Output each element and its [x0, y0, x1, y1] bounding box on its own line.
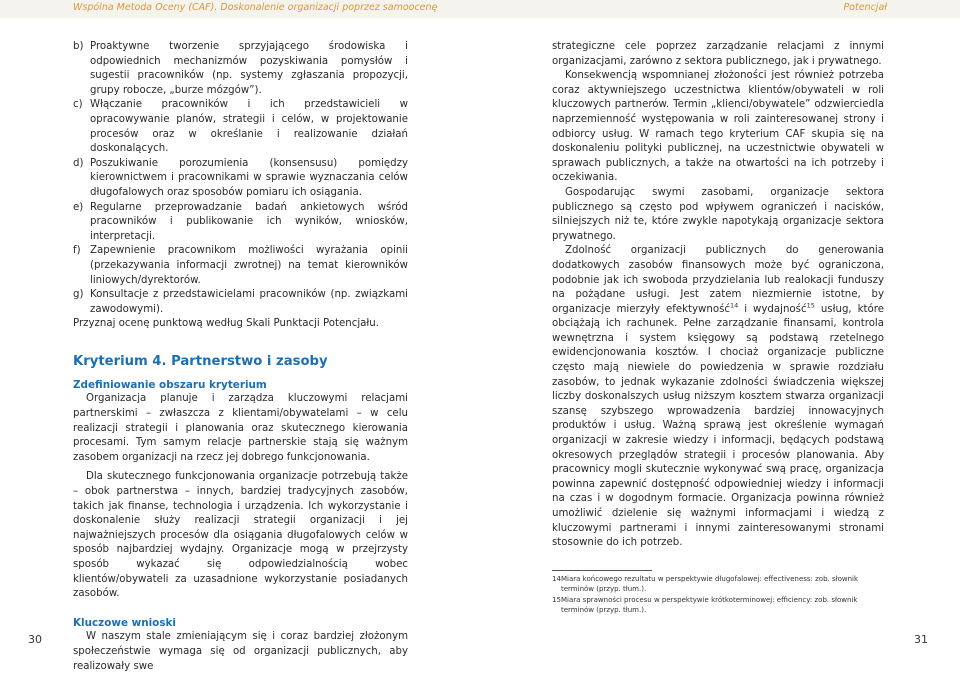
body-paragraph: Dla skutecznego funkcjonowania organizacje potrzebują także – obok partnerstwa – innych, bardziej tradycyjnych zasobów, takich jak finanse, technologia i urządzenia. Ich wykorzystanie i doskonalenie służy realizacji strategii organizacji i jej najważniejszych procesów dla osiągania długofalowych celów w sposób najbardziej wydajny. Organizacje mogą w przejrzysty sposób wykazać się odpowiedzialnością wobec klientów/obywateli za uzasadnione wykorzystanie posiadanych zasobów. — [73, 471, 408, 600]
list-label: e) — [73, 201, 84, 213]
body-paragraph — [552, 244, 884, 550]
running-header-bar — [0, 0, 960, 18]
list-text: Poszukiwanie porozumienia (konsensusu) pomiędzy kierownictwem i pracownikami w sprawie wyznaczania celów długofalowych oraz sposobów pomiaru ich osiągania. — [90, 157, 408, 198]
list-item-g — [73, 288, 408, 317]
list-text: Konsultacje z przedstawicielami pracowników (np. związkami zawodowymi). — [90, 289, 408, 315]
footnote — [552, 574, 884, 595]
body-paragraph: Organizacja planuje i zarządza kluczowymi relacjami partnerskimi – zwłaszcza z klientami/obywatelami – w celu realizacji strategii i planowania oraz skutecznego kierowania procesami. Tym samym relacje partnerskie stają się ważnym zasobem organizacji na rzecz jej dobrego funkcjonowania. — [73, 393, 408, 463]
footnote-ref-14: 14 — [729, 301, 739, 310]
footnote-number: 15 — [552, 595, 561, 604]
list-item-d — [73, 157, 408, 201]
criterion-subheading: Zdefiniowanie obszaru kryterium — [73, 378, 267, 391]
paragraph-text: Zdolność organizacji publicznych do generowania dodatkowych zasobów finansowych może być ograniczona, podobnie jak ich swoboda przydzielania lub realokacji funduszy na pożądane usługi. Jest zatem niezmiernie istotne, by organizacje mierzyły efektywność — [552, 245, 884, 315]
page-number-right: 31 — [914, 633, 928, 646]
criterion-heading: Kryterium 4. Partnerstwo i zasoby — [73, 353, 328, 369]
body-paragraph: Konsekwencją wspomnianej złożoności jest również potrzeba coraz aktywniejszego uczestnictwa klientów/obywateli w roli kluczowych partnerów. Termin „klienci/obywatele” odzwierciedla naprzemienność występowania w roli zainteresowanej strony i odbiorcy usług. W ramach tego kryterium CAF skupia się na doskonaleniu polityki publicznej, na uczestnictwie obywateli w sprawach publicznych, a także na otwartości na ich potrzeby i oczekiwania. — [552, 70, 884, 184]
footnote-divider — [552, 570, 652, 571]
right-column — [552, 40, 884, 551]
list-text: Proaktywne tworzenie sprzyjającego środowiska i odpowiednich mechanizmów pozyskiwania pomysłów i sugestii pracowników (np. systemy zgłaszania propozycji, grupy robocze, „burze mózgów”). — [90, 41, 408, 96]
list-item-e — [73, 201, 408, 245]
footnote-number: 14 — [552, 575, 561, 583]
list-label: g) — [73, 289, 84, 301]
list-label: b) — [73, 41, 84, 52]
paragraph-text: usług, które obciążają ich rachunek. Pełne zarządzanie finansami, kontrola wewnętrzna i system księgowy są podstawą rzetelnego ewidencjonowania kosztów. I chociaż organizacje publiczne często mają niewiele do powiedzenia w sprawie rozdziału zasobów, to jednak wykazanie zdolności świadczenia większej liczby doskonalszych usług niższym kosztem stwarza organizacji szansę szybszego wprowadzenia bardziej innowacyjnych produktów i usług. Ważną sprawą jest określenie wymagań organizacji w zakresie wiedzy i informacji, będących podstawą okresowych przeglądów strategii i procesów planowania. Aby pracownicy mogli skutecznie wykonywać swą pracę, organizacja powinna zapewnić dostępność odpowiedniej wiedzy i informacji na czas i w dogodnym formacie. Organizacja powinna również umożliwić dzielenie się ważnymi informacjami i wiedzą z kluczowymi partnerami i innymi zainteresowanymi stronami stosownie do ich potrzeb. — [552, 303, 884, 549]
footnote — [552, 595, 884, 616]
list-text: Regularne przeprowadzanie badań ankietowych wśród pracowników i publikowanie ich wyników, wniosków, interpretacji. — [90, 201, 408, 242]
list-item-c — [73, 98, 408, 156]
key-conclusions-heading: Kluczowe wnioski — [73, 616, 176, 629]
list-label: f) — [73, 245, 81, 257]
list-text: Włączanie pracowników i ich przedstawicieli w opracowywanie planów, strategii i celów, w projektowanie procesów oraz w określanie i realizowanie działań doskonalących. — [90, 99, 408, 155]
footnote-ref-15: 15 — [806, 301, 815, 310]
running-header-left: Wspólna Metoda Oceny (CAF). Doskonalenie organizacji poprzez samoocenę — [73, 2, 438, 13]
list-item-b — [73, 40, 408, 98]
body-paragraph: strategiczne cele poprzez zarządzanie relacjami z innymi organizacjami, zarówno z sektora publicznego, jak i prywatnego. — [552, 41, 884, 67]
list-label: c) — [73, 99, 83, 111]
key-conclusions-text: W naszym stale zmieniającym się i coraz bardziej złożonym społeczeństwie wymaga się od organizacji publicznych, aby realizowały swe — [73, 631, 408, 672]
scoring-instruction: Przyznaj ocenę punktową według Skali Punktacji Potencjału. — [73, 318, 379, 330]
page-number-left: 30 — [28, 633, 42, 646]
body-paragraph: Gospodarując swymi zasobami, organizacje sektora publicznego są często pod wpływem ograniczeń i nacisków, silniejszych niż te, które zwykle napotykają organizacje sektora prywatnego. — [552, 186, 884, 242]
footnotes — [552, 570, 884, 616]
list-item-f — [73, 244, 408, 288]
left-column — [73, 40, 408, 674]
footnote-text: Miara sprawności procesu w perspektywie krótkoterminowej: efficiency: zob. słownik terminów (przyp. tłum.). — [561, 595, 858, 615]
list-text: Zapewnienie pracownikom możliwości wyrażania opinii (przekazywania informacji zwrotnej) na temat kierowników liniowych/dyrektorów. — [90, 245, 408, 286]
running-header-right: Potencjał — [843, 2, 887, 13]
paragraph-text: i wydajność — [738, 303, 807, 315]
list-label: d) — [73, 157, 84, 169]
footnote-text: Miara końcowego rezultatu w perspektywie długofalowej: effectiveness: zob. słownik terminów (przyp. tłum.). — [561, 575, 859, 594]
